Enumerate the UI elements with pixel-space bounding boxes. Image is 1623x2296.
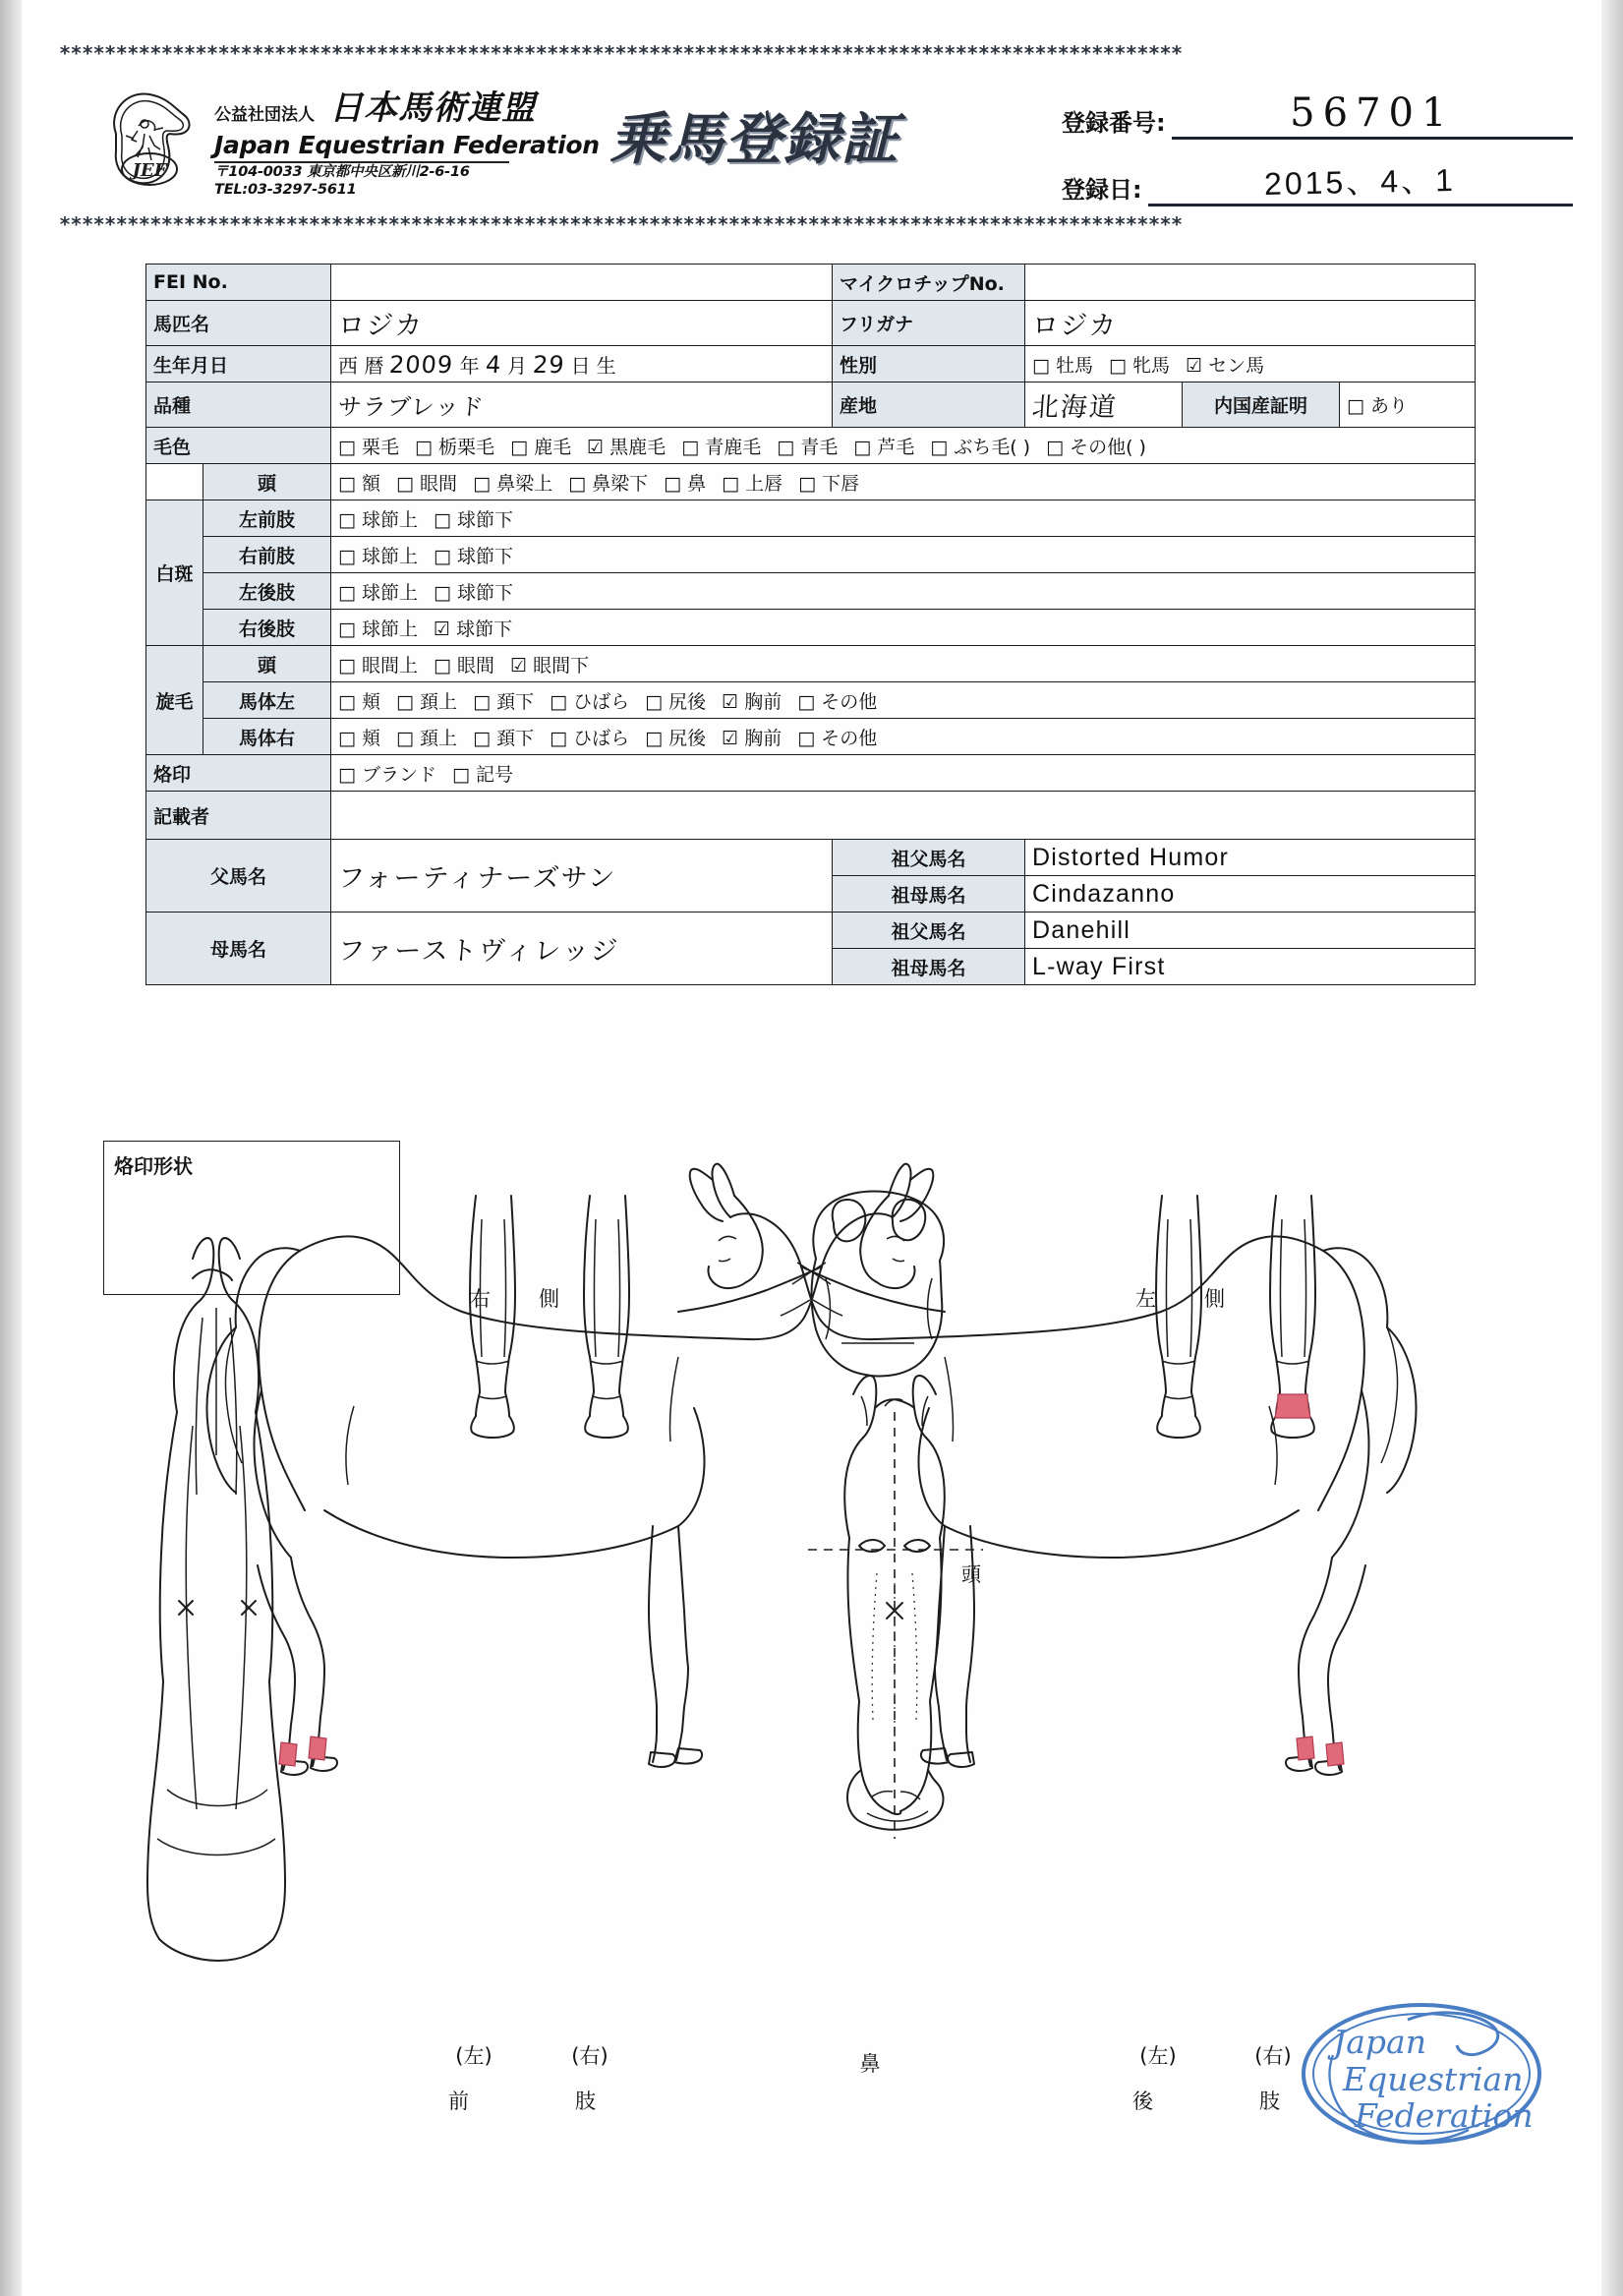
checkbox-icon[interactable]: □ bbox=[645, 727, 664, 749]
checkbox-icon[interactable]: □ bbox=[1032, 354, 1050, 377]
official-stamp bbox=[1300, 1996, 1543, 2151]
org-name-english: Japan Equestrian Federation bbox=[214, 131, 600, 159]
checkbox-label: 球節下 bbox=[456, 618, 513, 640]
checkbox-label: 頬 bbox=[362, 690, 381, 713]
checkbox-label: 黒鹿毛 bbox=[609, 436, 667, 458]
registration-date-row bbox=[1062, 157, 1573, 206]
checkbox-icon[interactable]: □ bbox=[930, 436, 949, 458]
stamp-line-1: Japan bbox=[1333, 2023, 1426, 2061]
checkbox-label: 芦毛 bbox=[877, 436, 915, 458]
checkbox-label: 球節下 bbox=[457, 581, 514, 604]
checkbox-icon[interactable]: □ bbox=[473, 472, 492, 495]
checkbox-label: 頚上 bbox=[420, 727, 458, 749]
checkbox-icon[interactable]: □ bbox=[338, 472, 356, 495]
checkbox-icon[interactable]: □ bbox=[338, 618, 356, 640]
table-row-coat bbox=[146, 428, 1476, 464]
right-side-label: 右 側 bbox=[470, 1287, 573, 1311]
checkbox-option[interactable] bbox=[338, 469, 380, 496]
white-limb-options[interactable] bbox=[331, 610, 1476, 646]
whorl-side-label: 馬体右 bbox=[203, 719, 331, 755]
hindlimb-label: 後 肢 bbox=[1132, 2090, 1302, 2113]
checkbox-label: セン馬 bbox=[1208, 354, 1265, 377]
sex-options[interactable] bbox=[1025, 346, 1476, 383]
checkbox-label: 上唇 bbox=[745, 472, 783, 495]
org-legal-form: 公益社団法人 bbox=[214, 105, 315, 125]
checkbox-label: 球節下 bbox=[457, 508, 514, 531]
checkbox-icon[interactable]: □ bbox=[338, 581, 356, 604]
checkbox-icon[interactable]: □ bbox=[473, 690, 492, 713]
registration-number-field[interactable] bbox=[1172, 90, 1573, 140]
org-name-japanese: 日本馬術連盟 bbox=[329, 88, 537, 128]
dam-granddam-value[interactable] bbox=[1025, 949, 1476, 985]
registration-date-value: 2015、4、1 bbox=[1264, 161, 1457, 203]
head-marking-label: 頭 bbox=[203, 464, 331, 500]
checkbox-icon[interactable]: □ bbox=[434, 545, 451, 567]
checkbox-option[interactable] bbox=[338, 578, 418, 605]
organization-block bbox=[214, 81, 600, 199]
whorl-head-options[interactable] bbox=[331, 646, 1476, 682]
white-limb-options[interactable] bbox=[331, 537, 1476, 573]
checkbox-label: 眼間上 bbox=[362, 654, 419, 677]
org-address: 〒104-0033 東京都中央区新川2-6-16 bbox=[214, 164, 470, 180]
checkbox-label: 尻後 bbox=[668, 727, 707, 749]
checkbox-icon[interactable]: □ bbox=[338, 727, 356, 749]
checkbox-label: ひばら bbox=[573, 727, 630, 749]
table-row-dam-grandsire bbox=[146, 913, 1476, 949]
registration-number-value: 56701 bbox=[1290, 90, 1455, 136]
horse-head-front-figure bbox=[808, 1376, 983, 1839]
grandsire-label: 祖父馬名 bbox=[833, 913, 1025, 949]
checkbox-label: 下唇 bbox=[822, 472, 860, 495]
head-label: 頭 bbox=[961, 1562, 981, 1586]
whorl-head-label: 頭 bbox=[203, 646, 331, 682]
dam-grandsire-value[interactable] bbox=[1025, 913, 1476, 949]
checkbox-label: 鼻 bbox=[687, 472, 707, 495]
checkbox-label: 額 bbox=[362, 472, 381, 495]
checkbox-option[interactable] bbox=[338, 760, 436, 787]
domestic-cert-label: 内国産証明 bbox=[1183, 383, 1340, 428]
white-limb-label: 右後肢 bbox=[203, 610, 331, 646]
granddam-label: 祖母馬名 bbox=[833, 949, 1025, 985]
checkbox-option[interactable] bbox=[722, 469, 783, 496]
checkbox-icon[interactable]: ☑ bbox=[587, 436, 605, 458]
checkbox-icon[interactable]: □ bbox=[550, 690, 568, 713]
whorl-side-options[interactable] bbox=[331, 719, 1476, 755]
forelimb-label: 前 肢 bbox=[448, 2090, 617, 2113]
head-marking-options[interactable] bbox=[331, 464, 1476, 500]
checkbox-label: 頚下 bbox=[496, 727, 535, 749]
checkbox-label: 胸前 bbox=[744, 727, 783, 749]
checkbox-icon[interactable]: □ bbox=[798, 472, 817, 495]
checkbox-label: 眼間 bbox=[420, 472, 458, 495]
birth-label: 生年月日 bbox=[146, 346, 331, 383]
checkbox-icon[interactable]: □ bbox=[452, 763, 470, 786]
coat-options[interactable] bbox=[331, 428, 1476, 464]
origin-handwriting: 北海道 bbox=[1030, 392, 1119, 423]
whorl-label: 旋毛 bbox=[146, 646, 203, 755]
checkbox-option[interactable] bbox=[664, 469, 706, 496]
checkbox-label: 眼間 bbox=[457, 654, 495, 677]
sire-grandsire-value[interactable] bbox=[1025, 840, 1476, 876]
horse-name-label: 馬匹名 bbox=[146, 301, 331, 346]
recorder-label: 記載者 bbox=[146, 792, 331, 840]
checkbox-option[interactable] bbox=[415, 433, 494, 459]
checkbox-label: その他( ) bbox=[1070, 436, 1146, 458]
checkbox-icon[interactable]: ☑ bbox=[1186, 354, 1203, 377]
checkbox-icon[interactable]: □ bbox=[1347, 395, 1364, 417]
table-row-whorl-head bbox=[146, 646, 1476, 682]
checkbox-option[interactable] bbox=[434, 651, 494, 677]
checkbox-label: 尻後 bbox=[668, 690, 707, 713]
checkbox-option[interactable] bbox=[396, 469, 457, 496]
birth-day: 29 bbox=[532, 350, 566, 379]
brand-options[interactable] bbox=[331, 755, 1476, 792]
checkbox-option[interactable] bbox=[930, 433, 1030, 459]
checkbox-icon[interactable]: □ bbox=[510, 436, 529, 458]
checkbox-option[interactable] bbox=[338, 651, 418, 677]
checkbox-icon[interactable]: □ bbox=[681, 436, 700, 458]
sire-grandsire-handwriting: Distorted Humor bbox=[1032, 843, 1230, 871]
table-row-sire-grandsire bbox=[146, 840, 1476, 876]
checkbox-label: ひばら bbox=[573, 690, 630, 713]
checkbox-icon[interactable]: □ bbox=[338, 545, 356, 567]
table-row-whorl-body-right bbox=[146, 719, 1476, 755]
checkbox-label: 栃栗毛 bbox=[438, 436, 495, 458]
checkbox-option[interactable] bbox=[568, 469, 648, 496]
furigana-value[interactable] bbox=[1025, 301, 1476, 346]
granddam-label: 祖母馬名 bbox=[833, 876, 1025, 913]
microchip-label: マイクロチップNo. bbox=[833, 265, 1025, 301]
white-limb-options[interactable] bbox=[331, 573, 1476, 610]
stamp-line-3: Federation bbox=[1355, 2096, 1534, 2135]
checkbox-icon[interactable]: □ bbox=[550, 727, 568, 749]
checkbox-option[interactable] bbox=[396, 687, 457, 714]
hindlimb-pair-figure bbox=[1156, 1196, 1315, 1438]
birth-prefix: 西 暦 bbox=[338, 353, 384, 378]
checkbox-icon[interactable]: □ bbox=[338, 436, 356, 458]
horse-name-value[interactable] bbox=[331, 301, 833, 346]
horse-left-side-figure bbox=[690, 1164, 1417, 1775]
checkbox-option[interactable] bbox=[722, 687, 782, 714]
table-row-white-left-fore bbox=[146, 500, 1476, 537]
stamp-line-2: Equestrian bbox=[1343, 2060, 1524, 2098]
checkbox-icon[interactable]: □ bbox=[396, 727, 414, 749]
checkbox-icon[interactable]: □ bbox=[338, 763, 356, 786]
checkbox-option[interactable] bbox=[338, 505, 418, 532]
checkbox-option[interactable] bbox=[681, 433, 761, 459]
checkbox-label: 牡馬 bbox=[1056, 354, 1094, 377]
white-marks-label: 白斑 bbox=[146, 500, 203, 646]
dam-grandsire-handwriting: Danehill bbox=[1032, 915, 1130, 944]
checkbox-label: ぶち毛( ) bbox=[954, 436, 1031, 458]
checkbox-option[interactable] bbox=[510, 651, 589, 677]
checkbox-label: 頚下 bbox=[496, 690, 535, 713]
checkbox-label: あり bbox=[1370, 395, 1409, 417]
checkbox-option[interactable] bbox=[434, 615, 512, 641]
white-limb-label: 右前肢 bbox=[203, 537, 331, 573]
checkbox-icon[interactable]: □ bbox=[664, 472, 682, 495]
checkbox-option[interactable] bbox=[1347, 391, 1408, 418]
checkbox-label: 球節上 bbox=[362, 618, 419, 640]
sex-label: 性別 bbox=[833, 346, 1025, 383]
horse-head-neck-left-figure bbox=[147, 1238, 285, 1961]
org-telephone: TEL:03-3297-5611 bbox=[214, 182, 357, 199]
hind-right-label: (右) bbox=[1254, 2044, 1292, 2068]
checkbox-option[interactable] bbox=[550, 724, 629, 750]
horse-name-handwriting: ロジカ bbox=[336, 311, 425, 341]
checkbox-option[interactable] bbox=[645, 687, 706, 714]
furigana-label: フリガナ bbox=[833, 301, 1025, 346]
hind-left-label: (左) bbox=[1139, 2044, 1177, 2068]
checkbox-option[interactable] bbox=[473, 687, 534, 714]
dam-value[interactable] bbox=[331, 913, 833, 985]
checkbox-icon[interactable]: □ bbox=[434, 654, 451, 677]
fore-right-label: (右) bbox=[571, 2044, 609, 2068]
table-row-white-right-fore bbox=[146, 537, 1476, 573]
checkbox-option[interactable] bbox=[396, 724, 457, 750]
checkbox-icon[interactable]: □ bbox=[568, 472, 587, 495]
checkbox-option[interactable] bbox=[338, 542, 418, 568]
checkbox-label: 栗毛 bbox=[362, 436, 400, 458]
checkbox-label: 鼻梁下 bbox=[592, 472, 649, 495]
checkbox-label: ブランド bbox=[362, 763, 437, 786]
dam-handwriting: ファーストヴィレッジ bbox=[336, 936, 621, 967]
sire-granddam-handwriting: Cindazanno bbox=[1032, 879, 1176, 908]
sire-handwriting: フォーティナーズサン bbox=[336, 863, 618, 894]
checkbox-option[interactable] bbox=[1046, 433, 1146, 459]
checkbox-option[interactable] bbox=[473, 724, 534, 750]
checkbox-option[interactable] bbox=[797, 724, 877, 750]
checkbox-label: 頚上 bbox=[420, 690, 458, 713]
sire-granddam-value[interactable] bbox=[1025, 876, 1476, 913]
checkbox-option[interactable] bbox=[510, 433, 571, 459]
brand-label: 烙印 bbox=[146, 755, 331, 792]
fei-no-label: FEI No. bbox=[146, 265, 331, 301]
recorder-value[interactable] bbox=[331, 792, 1476, 840]
jef-logo-text: JEF bbox=[132, 160, 167, 181]
table-row-head-marking bbox=[146, 464, 1476, 500]
checkbox-icon[interactable]: □ bbox=[415, 436, 433, 458]
domestic-cert-option[interactable] bbox=[1340, 383, 1476, 428]
checkbox-option[interactable] bbox=[550, 687, 629, 714]
checkbox-label: 牝馬 bbox=[1132, 354, 1171, 377]
checkbox-icon[interactable]: □ bbox=[434, 581, 451, 604]
birth-suffix: 生 bbox=[596, 353, 616, 378]
registration-date-field[interactable] bbox=[1148, 157, 1573, 206]
breed-handwriting: サラブレッド bbox=[336, 393, 486, 421]
checkbox-icon[interactable]: ☑ bbox=[722, 727, 739, 749]
checkbox-icon[interactable]: □ bbox=[338, 690, 356, 713]
forelimb-pair-figure bbox=[470, 1196, 629, 1438]
horse-details-table bbox=[145, 264, 1476, 985]
checkbox-option[interactable] bbox=[798, 469, 859, 496]
birth-year: 2009 bbox=[388, 350, 455, 379]
breed-label: 品種 bbox=[146, 383, 331, 428]
checkbox-label: 球節上 bbox=[362, 581, 419, 604]
white-limb-label: 左後肢 bbox=[203, 573, 331, 610]
checkbox-option[interactable] bbox=[1032, 351, 1093, 378]
whorl-side-label: 馬体左 bbox=[203, 682, 331, 719]
breed-value[interactable] bbox=[331, 383, 833, 428]
white-limb-label: 左前肢 bbox=[203, 500, 331, 537]
star-rule-top: *************************************************************************************************** bbox=[59, 43, 1183, 63]
table-row-birth bbox=[146, 346, 1476, 383]
checkbox-option[interactable] bbox=[338, 724, 380, 750]
checkbox-icon[interactable]: □ bbox=[797, 690, 816, 713]
jef-logo-icon bbox=[98, 85, 204, 191]
checkbox-option[interactable] bbox=[434, 505, 513, 532]
document-header bbox=[59, 77, 1564, 205]
origin-value[interactable] bbox=[1025, 383, 1183, 428]
checkbox-icon[interactable]: □ bbox=[473, 727, 492, 749]
checkbox-icon[interactable]: □ bbox=[797, 727, 816, 749]
brand-shape-label: 烙印形状 bbox=[114, 1154, 193, 1178]
checkbox-label: 頬 bbox=[362, 727, 381, 749]
checkbox-icon[interactable]: ☑ bbox=[434, 618, 451, 640]
checkbox-label: 胸前 bbox=[744, 690, 783, 713]
checkbox-option[interactable] bbox=[1109, 351, 1170, 378]
checkbox-label: 球節下 bbox=[457, 545, 514, 567]
dam-label: 母馬名 bbox=[146, 913, 331, 985]
star-rule-bottom: *************************************************************************************************** bbox=[59, 214, 1183, 234]
sire-label: 父馬名 bbox=[146, 840, 331, 913]
fore-left-label: (左) bbox=[455, 2044, 493, 2068]
birth-year-unit: 年 bbox=[459, 353, 480, 378]
white-limb-options[interactable] bbox=[331, 500, 1476, 537]
microchip-value[interactable] bbox=[1025, 265, 1476, 301]
nose-label: 鼻 bbox=[859, 2052, 881, 2076]
checkbox-icon[interactable]: □ bbox=[722, 472, 740, 495]
birth-month: 4 bbox=[484, 350, 502, 379]
checkbox-icon[interactable]: □ bbox=[1109, 354, 1127, 377]
checkbox-label: 鼻梁上 bbox=[496, 472, 553, 495]
sire-value[interactable] bbox=[331, 840, 833, 913]
registration-number-row bbox=[1062, 90, 1573, 140]
horse-right-side-figure bbox=[206, 1164, 933, 1775]
checkbox-label: 鹿毛 bbox=[534, 436, 572, 458]
checkbox-icon[interactable]: □ bbox=[1046, 436, 1065, 458]
origin-label: 産地 bbox=[833, 383, 1025, 428]
checkbox-option[interactable] bbox=[645, 724, 706, 750]
checkbox-label: 青毛 bbox=[800, 436, 839, 458]
checkbox-option[interactable] bbox=[722, 724, 782, 750]
checkbox-icon[interactable]: □ bbox=[434, 508, 451, 531]
checkbox-icon[interactable]: □ bbox=[338, 508, 356, 531]
checkbox-icon[interactable]: ☑ bbox=[722, 690, 739, 713]
page-title: 乗馬登録証 bbox=[609, 107, 899, 172]
checkbox-icon[interactable]: □ bbox=[645, 690, 664, 713]
registration-date-label: 登録日: bbox=[1062, 176, 1142, 204]
checkbox-icon[interactable]: □ bbox=[338, 654, 356, 677]
birth-month-unit: 月 bbox=[506, 353, 527, 378]
registration-number-label: 登録番号: bbox=[1062, 109, 1166, 137]
whorl-side-options[interactable] bbox=[331, 682, 1476, 719]
checkbox-option[interactable] bbox=[797, 687, 877, 714]
table-row-breed bbox=[146, 383, 1476, 428]
table-row-whorl-body-left bbox=[146, 682, 1476, 719]
table-row-white-left-hind bbox=[146, 573, 1476, 610]
checkbox-option[interactable] bbox=[473, 469, 552, 496]
checkbox-icon[interactable]: □ bbox=[396, 690, 414, 713]
coat-label: 毛色 bbox=[146, 428, 331, 464]
table-row-white-right-hind bbox=[146, 610, 1476, 646]
checkbox-label: その他 bbox=[821, 727, 878, 749]
grandsire-label: 祖父馬名 bbox=[833, 840, 1025, 876]
checkbox-option[interactable] bbox=[338, 687, 380, 714]
checkbox-option[interactable] bbox=[338, 615, 418, 641]
checkbox-icon[interactable]: □ bbox=[396, 472, 414, 495]
checkbox-label: 球節上 bbox=[362, 545, 419, 567]
checkbox-option[interactable] bbox=[452, 760, 513, 787]
dam-granddam-handwriting: L-way First bbox=[1032, 952, 1166, 980]
checkbox-icon[interactable]: ☑ bbox=[510, 654, 528, 677]
checkbox-option[interactable] bbox=[777, 433, 838, 459]
checkbox-option[interactable] bbox=[1186, 351, 1264, 378]
fei-no-value[interactable] bbox=[331, 265, 833, 301]
checkbox-label: 球節上 bbox=[362, 508, 419, 531]
checkbox-option[interactable] bbox=[338, 433, 399, 459]
checkbox-icon[interactable]: □ bbox=[777, 436, 795, 458]
birth-day-unit: 日 bbox=[570, 353, 591, 378]
checkbox-icon[interactable]: □ bbox=[853, 436, 872, 458]
checkbox-option[interactable] bbox=[434, 542, 513, 568]
table-row-brand bbox=[146, 755, 1476, 792]
checkbox-option[interactable] bbox=[853, 433, 914, 459]
table-row-fei bbox=[146, 265, 1476, 301]
table-row-recorder bbox=[146, 792, 1476, 840]
table-row-horse-name bbox=[146, 301, 1476, 346]
registration-fields bbox=[1062, 90, 1573, 224]
furigana-handwriting: ロジカ bbox=[1030, 311, 1119, 341]
checkbox-label: 記号 bbox=[476, 763, 514, 786]
checkbox-label: その他 bbox=[821, 690, 878, 713]
left-side-label: 左 側 bbox=[1135, 1287, 1239, 1311]
checkbox-option[interactable] bbox=[434, 578, 513, 605]
birth-value[interactable] bbox=[331, 346, 833, 383]
checkbox-label: 眼間下 bbox=[533, 654, 590, 677]
checkbox-label: 青鹿毛 bbox=[705, 436, 762, 458]
checkbox-option[interactable] bbox=[587, 433, 666, 459]
